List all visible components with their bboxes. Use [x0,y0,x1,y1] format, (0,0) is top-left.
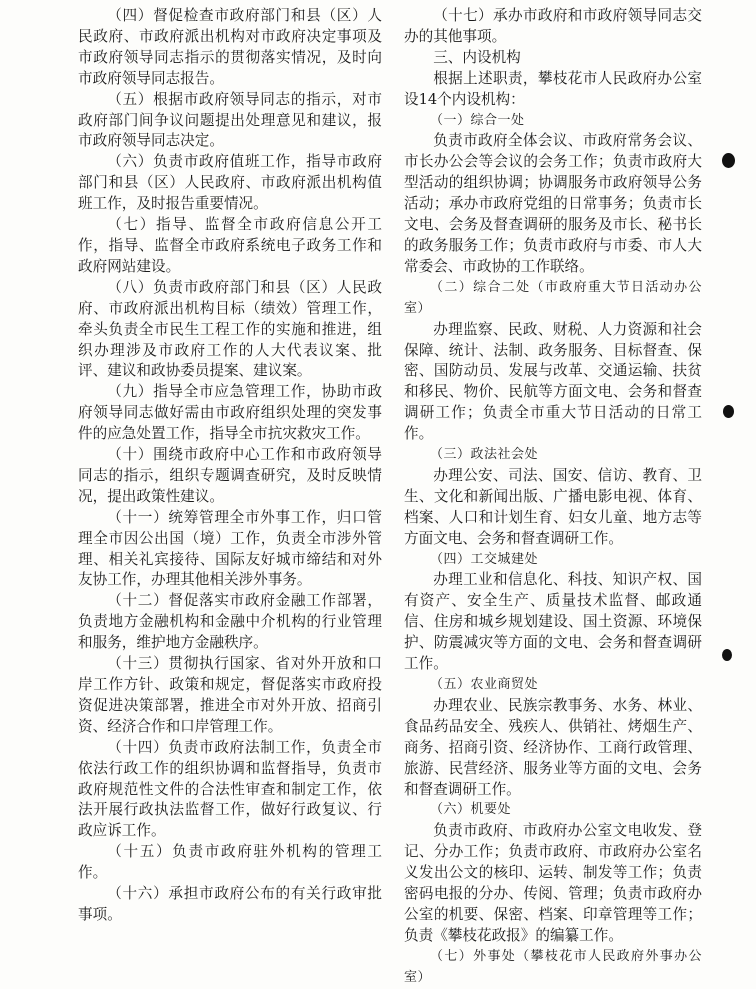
section-heading: （二）综合二处（市政府重大节日活动办公室） [404,279,702,316]
right-paragraph: 办理监察、民政、财税、人力资源和社会保障、统计、法制、政务服务、目标督查、保密、国防动员、发展与改革、交通运输、扶贫和移民、物价、民航等方面文电、会务和督查调研工作；负责全市重大节日活动的日常工作。 [404,320,702,443]
left-paragraph: （十四）负责市政府法制工作，负责全市依法行政工作的组织协调和监督指导，负责市政府规范性文件的合法性审查和制定工作，依法开展行政执法监督工作，做好行政复议、行政应诉工作。 [78,738,382,840]
right-paragraph: 根据上述职责，攀枝花市人民政府办公室设14个内设机构： [404,69,702,108]
left-paragraph: （十）围绕市政府中心工作和市政府领导同志的指示，组织专题调查研究，及时反映情况，提出政策性建议。 [78,446,382,505]
section-heading: （五）农业商贸处 [430,677,539,692]
right-paragraph: （十七）承办市政府和市政府领导同志交办的其他事项。 [404,7,702,45]
right-column [404,6,702,989]
section-heading: （四）工交城建处 [430,551,539,567]
section-heading: （六）机要处 [430,802,512,818]
right-paragraph: 负责市政府全体会议、市政府常务会议、市长办公会等会议的会务工作；负责市政府大型活动的组织协调；协调服务市政府领导公务活动；承办市政府党组的日常事务；负责市长文电、会务及督查调研的服务及市长、秘书长的政务服务工作；负责市政府与市委、市人大常委会、市政协的工作联络。 [404,132,702,275]
ink-spot [722,153,735,168]
left-paragraph: （十六）承担市政府公布的有关行政审批事项。 [78,885,382,923]
left-paragraph: （四）督促检查市政府部门和县（区）人民政府、市政府派出机构对市政府决定事项及市政府领导同志指示的贯彻落实情况，及时向市政府领导同志报告。 [78,7,382,87]
left-paragraph: （十五）负责市政府驻外机构的管理工作。 [78,843,382,882]
left-paragraph: （十三）贯彻执行国家、省对外开放和口岸工作方针、政策和规定，督促落实市政府投资促进决策部署，推进全市对外开放、招商引资、经济合作和口岸管理工作。 [78,655,382,735]
right-paragraph: 三、内设机构 [433,48,521,66]
right-paragraph: 办理农业、民族宗教事务、水务、林业、食品药品安全、残疾人、供销社、烤烟生产、商务、招商引资、经济协作、工商行政管理、旅游、民营经济、服务业等方面的文电、会务和督查调研工作。 [404,696,702,798]
section-heading: （一）综合一处 [430,112,525,128]
left-paragraph: （六）负责市政府值班工作，指导市政府部门和县（区）人民政府、市政府派出机构值班工作，及时报告重要情况。 [78,153,382,213]
ink-spot [722,649,732,661]
left-paragraph: （八）负责市政府部门和县（区）人民政府、市政府派出机构目标（绩效）管理工作，牵头负责全市民生工程工作的实施和推进，组织办理涉及市政府工作的人大代表议案、批评、建议和政协委员提案、建议案。 [78,278,382,380]
right-paragraph: 办理工业和信息化、科技、知识产权、国有资产、安全生产、质量技术监督、邮政通信、住房和城乡规划建设、国土资源、环境保护、防震减灾等方面的文电、会务和督查调研工作。 [404,571,702,673]
section-heading: （三）政法社会处 [430,447,539,463]
left-paragraph: （五）根据市政府领导同志的指示，对市政府部门间争议问题提出处理意见和建议，报市政府领导同志决定。 [78,90,382,150]
left-paragraph: （十一）统筹管理全市外事工作，归口管理全市因公出国（境）工作，负责全市涉外管理、相关礼宾接待、国际友好城市缔结和对外友协工作，办理其他相关涉外事务。 [78,508,382,589]
ink-spot [723,405,734,418]
left-paragraph: （七）指导、监督全市政府信息公开工作，指导、监督全市政府系统电子政务工作和政府网站建设。 [78,216,382,275]
right-paragraph: 负责市政府、市政府办公室文电收发、登记、分办工作；负责市政府、市政府办公室名义发出公文的核印、运转、制发等工作；负责密码电报的分办、传阅、管理；负责市政府办公室的机要、保密、档案、印章管理等工作；负责《攀枝花政报》的编纂工作。 [404,822,702,944]
right-paragraph: 办理公安、司法、国安、信访、教育、卫生、文化和新闻出版、广播电影电视、体育、档案、人口和计划生育、妇女儿童、地方志等方面文电、会务和督查调研工作。 [404,466,702,547]
left-paragraph: （十二）督促落实市政府金融工作部署，负责地方金融机构和金融中介机构的行业管理和服务，维护地方金融秩序。 [78,592,382,652]
left-paragraph: （九）指导全市应急管理工作，协助市政府领导同志做好需由市政府组织处理的突发事件的应急处置工作，指导全市抗灾救灾工作。 [78,383,382,443]
left-column [78,6,382,926]
section-heading: （七）外事处（攀枝花市人民政府外事办公室） [404,948,702,985]
